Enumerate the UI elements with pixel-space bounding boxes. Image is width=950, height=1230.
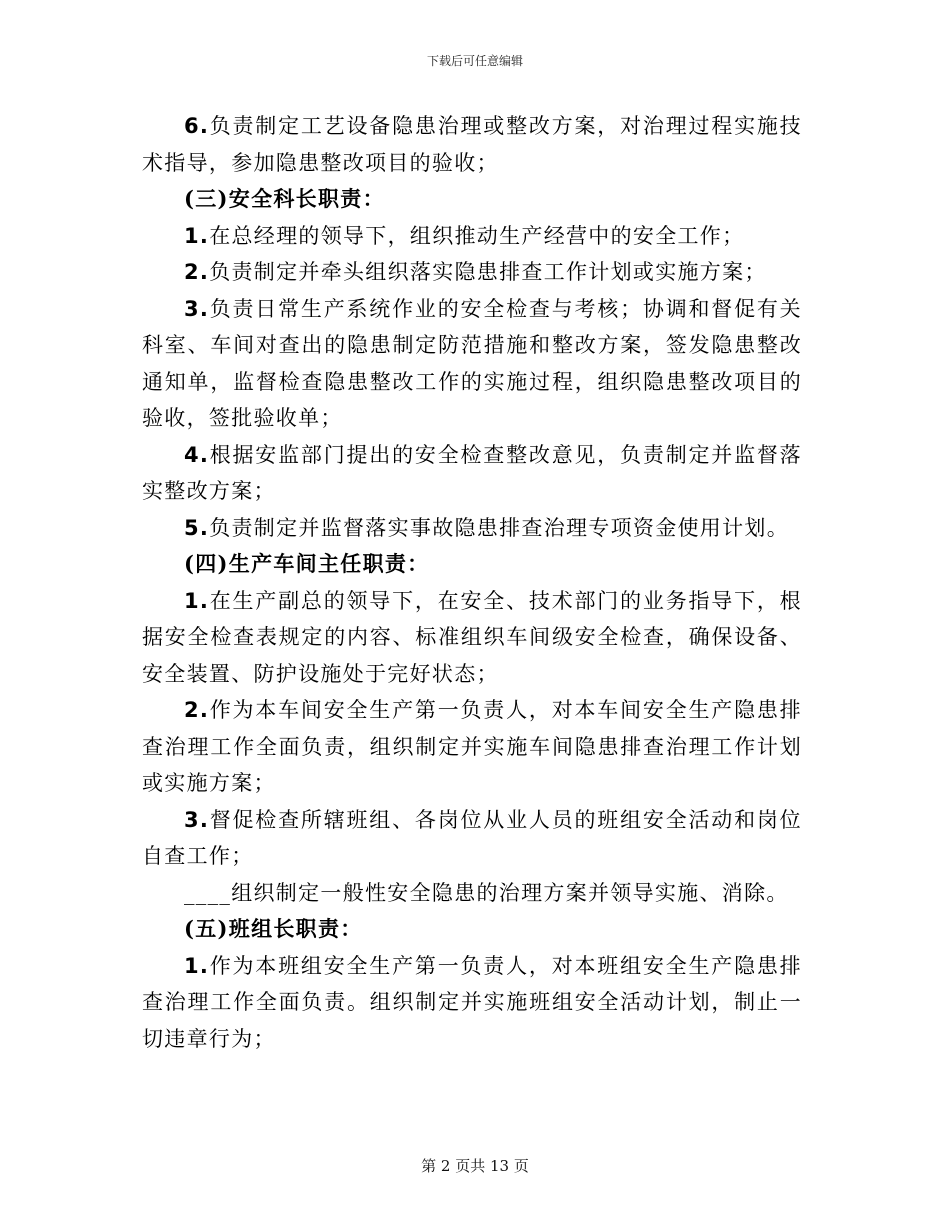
section-heading-4: (四)生产车间主任职责： <box>184 551 430 576</box>
list-item-1 <box>142 218 802 255</box>
item-number: 1. <box>184 953 210 978</box>
item-number: 1. <box>184 588 210 613</box>
item-number: 6. <box>184 114 210 138</box>
item-text: 在生产副总的领导下，在安全、技术部门的业务指导下，根据安全检查表规定的内容、标准组织车间级安全检查，确保设备、安全装置、防护设施处于完好状态； <box>142 588 802 686</box>
list-item-blank <box>142 875 802 912</box>
item-number: 1. <box>184 223 210 248</box>
list-item-4 <box>142 437 802 510</box>
list-item-3 <box>142 291 802 437</box>
item-text: 根据安监部门提出的安全检查整改意见，负责制定并监督落实整改方案； <box>142 442 802 503</box>
item-number: 3. <box>184 807 210 832</box>
list-item-3 <box>142 802 802 875</box>
item-text: 作为本班组安全生产第一负责人，对本班组安全生产隐患排查治理工作全面负责。组织制定并实施班组安全活动计划，制止一切违章行为； <box>142 953 802 1051</box>
page-footer: 第 2 页共 13 页 <box>421 1157 529 1175</box>
list-item-1 <box>142 948 802 1058</box>
page-header: 下载后可任意编辑 <box>426 54 523 68</box>
document-body <box>142 108 802 1057</box>
list-item-2 <box>142 692 802 802</box>
item-text: 督促检查所辖班组、各岗位从业人员的班组安全活动和岗位自查工作； <box>142 807 802 868</box>
item-text: ____组织制定一般性安全隐患的治理方案并领导实施、消除。 <box>184 880 789 905</box>
item-text: 负责制定并监督落实事故隐患排查治理专项资金使用计划。 <box>209 515 790 540</box>
list-item-2 <box>142 254 802 291</box>
list-item-1 <box>142 583 802 693</box>
list-item-6 <box>142 108 802 181</box>
item-number: 4. <box>184 442 210 467</box>
item-text: 负责制定并牵头组织落实隐患排查工作计划或实施方案； <box>209 260 767 284</box>
item-number: 5. <box>184 515 210 540</box>
section-heading-5: (五)班组长职责： <box>184 916 363 941</box>
item-number: 3. <box>184 296 210 321</box>
item-number: 2. <box>184 260 210 284</box>
list-item-5 <box>142 510 802 547</box>
item-text: 负责日常生产系统作业的安全检查与考核；协调和督促有关科室、车间对查出的隐患制定防范措施和整改方案，签发隐患整改通知单，监督检查隐患整改工作的实施过程，组织隐患整改项目的验收，签批验收单； <box>142 296 802 430</box>
item-number: 2. <box>184 698 210 722</box>
item-text: 在总经理的领导下，组织推动生产经营中的安全工作； <box>209 223 745 248</box>
item-text: 作为本车间安全生产第一负责人，对本车间安全生产隐患排查治理工作全面负责，组织制定并实施车间隐患排查治理工作计划或实施方案； <box>142 698 802 795</box>
item-text: 负责制定工艺设备隐患治理或整改方案，对治理过程实施技术指导，参加隐患整改项目的验收； <box>142 114 802 175</box>
section-heading-3: (三)安全科长职责： <box>184 186 385 211</box>
